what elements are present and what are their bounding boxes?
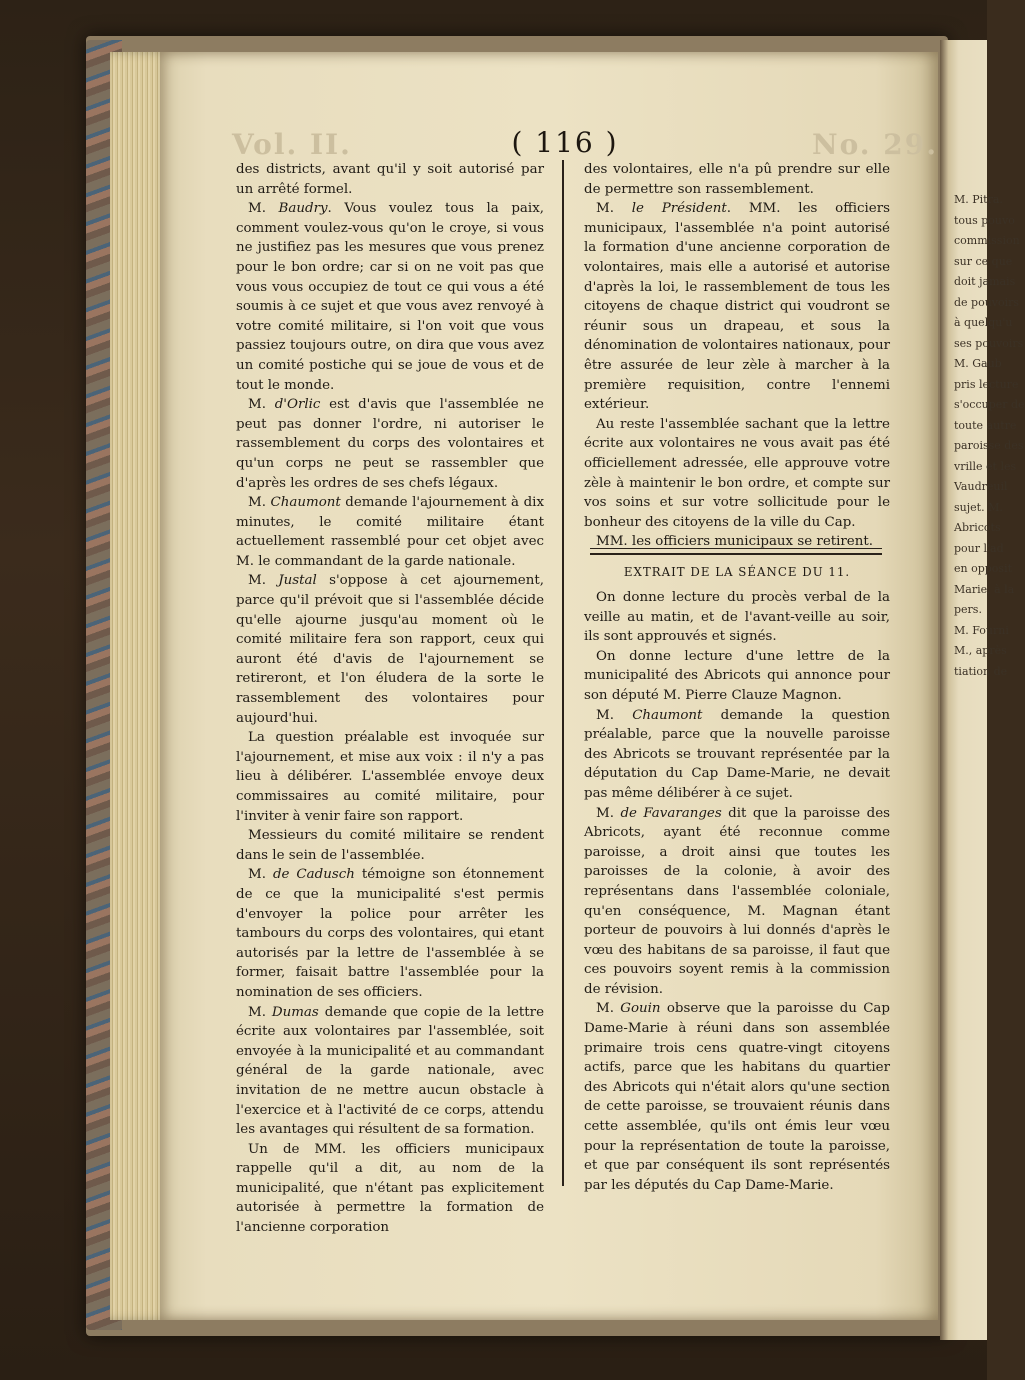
paragraph-text: On donne lecture d'une lettre de la municipalité des Abricots qui annonce pour son député M. Pierre Clauze Magnon. [584, 648, 890, 703]
paragraph-text: demande que copie de la lettre écrite aux volontaires par l'assemblée, soit envoyée à la municipalité et au commandant général de la garde nationale, avec invitation de ne mettre aucun obstacle à l'exercice et à l'activité de ce corps, attendu les avantages qui résultent de sa formation. [236, 1004, 544, 1138]
paragraph [236, 826, 544, 865]
paragraph-lead: M. [248, 1004, 272, 1020]
column-rule [562, 160, 564, 1186]
paragraph [584, 999, 890, 1195]
paragraph-lead: M. [248, 867, 273, 883]
paragraph-lead: M. [596, 201, 632, 217]
paragraph-text: des volontaires, elle n'a pû prendre sur elle de permettre son rassemblement. [584, 162, 890, 197]
section-title: EXTRAIT DE LA SÉANCE DU 11. [623, 565, 851, 579]
paragraph-text: MM. les officiers municipaux se retirent. [596, 534, 873, 550]
right-column [584, 160, 890, 552]
speaker-name: le Président [631, 201, 727, 217]
paragraph-text: s'oppose à cet ajournement, parce qu'il prévoit que si l'assemblée décide qu'elle ajourne jusqu'au moment où le comité militaire fera son rapport, ceux qui auront été d'avis de l'ajournement se retireront, et l'on éludera de la sorte le rassemblement des volontaires pour aujourd'hui. [236, 573, 544, 726]
paragraph-lead: M. [248, 397, 275, 413]
paragraph-text: observe que la paroisse du Cap Dame-Marie à réuni dans son assemblée primaire trois cens quatre-vingt citoyens actifs, parce que les habitans du quartier des Abricots qui n'était alors qu'une section de cette paroisse, se trouvaient réunis dans cette assemblée, qu'ils ont émis leur vœu pour la représentation de toute la paroisse, et que par conséquent ils sont représentés par les députés du Cap Dame-Marie. [584, 1001, 890, 1193]
paragraph-lead: M. [248, 573, 279, 589]
speaker-name: Baudry [278, 201, 328, 217]
showthrough-right: No. 29. [812, 128, 938, 161]
showthrough-left: Vol. II. [232, 128, 352, 161]
paragraph [236, 571, 544, 728]
paragraph-lead: M. [248, 495, 271, 511]
left-column [236, 160, 544, 1238]
paragraph [236, 199, 544, 395]
paragraph-text: témoigne son étonnement de ce que la municipalité s'est permis d'envoyer la police pour arrêter les tambours du corps des volontaires, qui etant autorisés par la lettre de l'assemblée à se former, faisait battre l'assemblée pour la nomination de ses officiers. [236, 867, 544, 1000]
paragraph-text: demande la question préalable, parce que la nouvelle paroisse des Abricots se trouvant représentée par la députation du Cap Dame-Marie, ne devait pas même délibérer à ce sujet. [584, 707, 890, 801]
paragraph [236, 493, 544, 571]
paragraph [584, 588, 890, 647]
section-rule [590, 548, 882, 555]
paragraph-lead: M. [248, 201, 279, 217]
paragraph-text: dit que la paroisse des Abricots, ayant été reconnue comme paroisse, a droit ainsi que toutes les paroisses de la colonie, à avoir des représentans dans l'assemblée coloniale, qu'en conséquence, M. Magnan étant porteur de pouvoirs à lui donnés d'après le vœu des habitans de sa paroisse, il faut que ces pouvoirs soyent remis à la commission de révision. [584, 805, 890, 997]
paragraph-lead: M. [596, 707, 633, 723]
paragraph [584, 199, 890, 415]
next-page-text: M. Pitra. tous pouvo commission sur ce que doit jamais de pouvoirs à quelqu'u ses pouvoirs M. Gaub pris lecture s'occuper de toute autre paroisse des vrille et les Vaudreuil sujet. M. Abricots pour l'ad en opposit Marie, à la pers. M. Fourni M., après tiation de [954, 193, 1025, 678]
paragraph-text: demande l'ajournement à dix minutes, le comité militaire étant actuellement rassemblé pour cet objet avec M. le commandant de la garde nationale. [236, 495, 544, 569]
speaker-name: Gouin [620, 1001, 661, 1017]
speaker-name: d'Orlic [274, 397, 321, 413]
paragraph-text: . MM. les officiers municipaux, l'assemblée n'a point autorisé la formation d'une ancienne corporation de volontaires, mais elle a autorisé et autorise d'après la loi, le rassemblement de tous les citoyens de chaque district qui voudront se réunir sous un drapeau, et sous la dénomination de volontaires nationaux, pour être assurée de leur zèle à marcher à la première requisition, contre l'ennemi extérieur. [584, 201, 890, 413]
paragraph [236, 865, 544, 1002]
speaker-name: de Favaranges [620, 805, 722, 821]
right-column-continued [584, 588, 890, 1195]
paragraph-text: On donne lecture du procès verbal de la veille au matin, et de l'avant-veille au soir, ils sont approuvés et signés. [584, 590, 890, 645]
paragraph [584, 415, 890, 533]
next-page-edge [940, 40, 1025, 1340]
paragraph-text: Un de MM. les officiers municipaux rappelle qu'il a dit, au nom de la municipalité, que n'étant pas explicitement autorisée à permettre la formation de l'ancienne corporation [236, 1141, 544, 1236]
paragraph [236, 728, 544, 826]
paragraph-text: . Vous voulez tous la paix, comment voulez-vous qu'on le croye, si vous ne justifiez pas les mesures que vous prenez pour le bon ordre; car si on ne voit pas que vous vous occupiez de tout ce qui vous a été soumis à ce sujet et que vous avez renvoyé à votre comité militaire, si l'on voit que vous passiez toujours outre, on dira que vous avez un comité postiche qui se joue de vous et de tout le monde. [236, 201, 544, 393]
paragraph-text: Messieurs du comité militaire se rendent dans le sein de l'assemblée. [236, 828, 544, 863]
paragraph [584, 804, 890, 1000]
paragraph-text: Au reste l'assemblée sachant que la lettre écrite aux volontaires ne vous avait pas été officiellement adressée, elle approuve votre zèle à maintenir le bon ordre, et compte sur vos soins et sur votre sollicitude pour le bonheur des citoyens de la ville du Cap. [584, 416, 890, 530]
paragraph [236, 1003, 544, 1140]
paragraph [236, 160, 544, 199]
paragraph-lead: M. [596, 805, 621, 821]
page-number: ( 116 ) [511, 126, 619, 159]
speaker-name: Chaumont [632, 707, 703, 723]
paragraph-text: La question préalable est invoquée sur l'ajournement, et mise aux voix : il n'y a pas lieu à délibérer. L'assemblée envoye deux commissaires au comité militaire, pour l'inviter à venir faire son rapport. [236, 730, 544, 824]
paragraph [584, 706, 890, 804]
paragraph [584, 647, 890, 706]
speaker-name: Justal [278, 573, 317, 589]
paragraph [584, 160, 890, 199]
paragraph-text: est d'avis que l'assemblée ne peut pas donner l'ordre, ni autoriser le rassemblement du corps des volontaires et qu'un corps ne peut se rassembler que d'après les ordres de ses chefs légaux. [236, 397, 544, 491]
paragraph [236, 395, 544, 493]
paragraph-text: des districts, avant qu'il y soit autorisé par un arrêté formel. [236, 162, 544, 197]
paragraph [236, 1140, 544, 1238]
speaker-name: Dumas [271, 1004, 319, 1020]
speaker-name: Chaumont [270, 495, 341, 511]
paragraph-lead: M. [596, 1001, 621, 1017]
speaker-name: de Cadusch [272, 867, 355, 883]
